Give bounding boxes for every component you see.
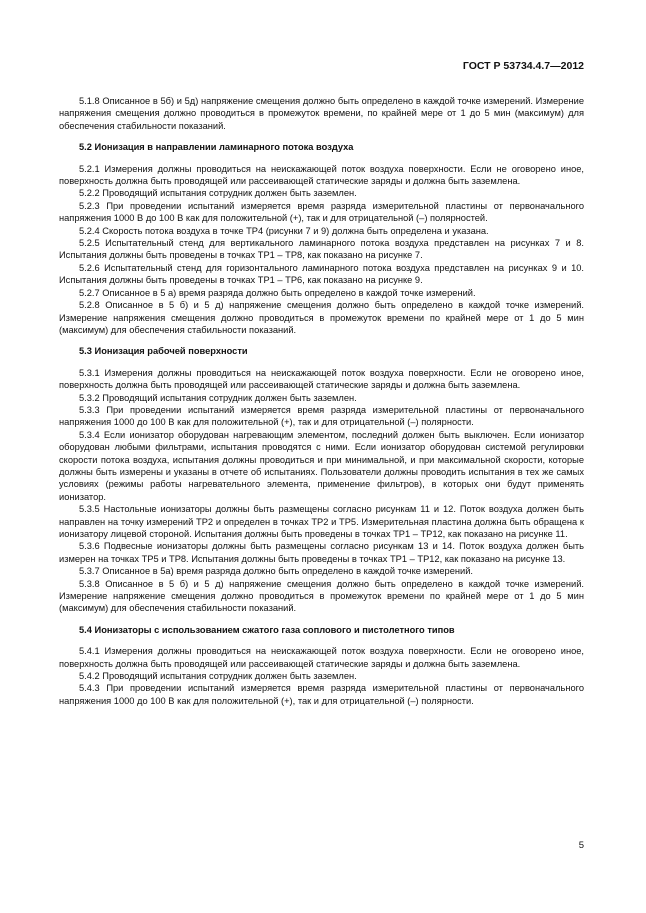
section-heading: 5.4 Ионизаторы с использованием сжатого газа соплового и пистолетного типов xyxy=(79,624,455,635)
paragraph: 5.2.6 Испытательный стенд для горизонтального ламинарного потока воздуха представлен на рисунках 9 и 10. Испытания должны быть проведены в точках ТР1 – ТР6, как показано на рисунке 9. xyxy=(59,262,584,286)
paragraph: 5.4.3 При проведении испытаний измеряется время разряда измерительной пластины от первоначального напряжения 1000 до 100 В как для положительной (+), так и для отрицательной (–) полярности. xyxy=(59,683,584,706)
paragraph: 5.3.1 Измерения должны проводиться на неискажающей поток воздуха поверхности. Если не оговорено иное, поверхность должна быть проводящей или рассеивающей статические заряды и должна быть заземлена. xyxy=(59,367,584,391)
document-body xyxy=(59,95,584,707)
paragraph: 5.2.4 Скорость потока воздуха в точке ТР4 (рисунки 7 и 9) должна быть определена и указана. xyxy=(79,225,489,236)
paragraph: 5.4.2 Проводящий испытания сотрудник должен быть заземлен. xyxy=(79,671,357,682)
paragraph: 5.3.3 При проведении испытаний измеряется время разряда измерительной пластины от первоначального напряжения 1000 до 100 В как для положительной (+), так и для отрицательной (–) полярности. xyxy=(59,404,584,428)
paragraph: 5.3.6 Подвесные ионизаторы должны быть размещены согласно рисункам 13 и 14. Поток воздуха должен быть измерен на точках ТР5 и ТР8. Испытания должны быть проведены в точках ТР1 – ТР12, как показано на рисунке 13. xyxy=(59,541,584,564)
paragraph: 5.1.8 Описанное в 5б) и 5д) напряжение смещения должно быть определено в каждой точке измерений. Измерение напряжения смещения должно проводиться в промежуток времени, по крайней мере от 1 до 5 мин (максимум) для обеспечения стабильности показаний. xyxy=(59,96,584,131)
paragraph: 5.2.1 Измерения должны проводиться на неискажающей поток воздуха поверхности. Если не оговорено иное, поверхность должна быть проводящей или рассеивающей статические заряды и должна быть заземлена. xyxy=(59,163,584,187)
document-header: ГОСТ Р 53734.4.7—2012 xyxy=(462,60,584,72)
paragraph: 5.2.2 Проводящий испытания сотрудник должен быть заземлен. xyxy=(79,188,357,199)
paragraph: 5.2.8 Описанное в 5 б) и 5 д) напряжение смещения должно быть определено в каждой точке измерений. Измерение напряжения смещения должно проводиться в промежуток времени по крайней мере от 1 до 5 мин (максимум) для обеспечения стабильности показаний. xyxy=(59,300,584,335)
section-heading: 5.2 Ионизация в направлении ламинарного потока воздуха xyxy=(79,142,354,153)
section-heading: 5.3 Ионизация рабочей поверхности xyxy=(79,346,248,357)
paragraph: 5.2.5 Испытательный стенд для вертикального ламинарного потока воздуха представлен на рисунках 7 и 8. Испытания должны быть проведены в точках ТР1 – ТР8, как показано на рисунке 7. xyxy=(59,238,584,261)
page-number: 5 xyxy=(578,840,584,851)
paragraph: 5.3.7 Описанное в 5а) время разряда должно быть определено в каждой точке измерений. xyxy=(79,566,473,577)
paragraph: 5.2.3 При проведении испытаний измеряется время разряда измерительной пластины от первоначального напряжения 1000 В до 100 В как для положительной (+), так и для отрицательной (–) полярностей. xyxy=(59,200,584,224)
paragraph: 5.3.4 Если ионизатор оборудован нагревающим элементом, последний должен быть выключен. Если ионизатор оборудован любыми фильтрами, испытания проводятся с ними. Если ионизатор оборудован системой регулировки скорости потока воздуха, испытания должны проводиться и при минимальной, и при максимальной скорости, которые должны быть измерены и указаны в отчете об испытаниях. Пользователи должны проводить испытания в тех же самых условиях (режимы работы нагревательного элемента, применение фильтров), в которых они будут применять ионизатор. xyxy=(59,429,584,502)
paragraph: 5.3.8 Описанное в 5 б) и 5 д) напряжение смещения должно быть определено в каждой точке измерений. Измерение напряжение смещения должно проводиться в промежуток времени по крайней мере от 1 до 5 мин (максимум) для обеспечения стабильности показаний. xyxy=(59,578,584,614)
paragraph: 5.4.1 Измерения должны проводиться на неискажающей поток воздуха поверхности. Если не оговорено иное, поверхность должна быть проводящей или рассеивающей статические заряды и должна быть заземлена. xyxy=(59,646,584,669)
paragraph: 5.2.7 Описанное в 5 а) время разряда должно быть определено в каждой точке измерений. xyxy=(79,287,476,298)
paragraph: 5.3.2 Проводящий испытания сотрудник должен быть заземлен. xyxy=(79,392,357,403)
paragraph: 5.3.5 Настольные ионизаторы должны быть размещены согласно рисункам 11 и 12. Поток воздуха должен быть направлен на точку измерений ТР2 и определен в точках ТР2 и ТР5. Измерительная пластина должна быть обращена к ионизатору лицевой стороной. Испытания должны быть проведены в точках ТР1 – ТР12, как показано на рисунке 11. xyxy=(59,504,584,539)
